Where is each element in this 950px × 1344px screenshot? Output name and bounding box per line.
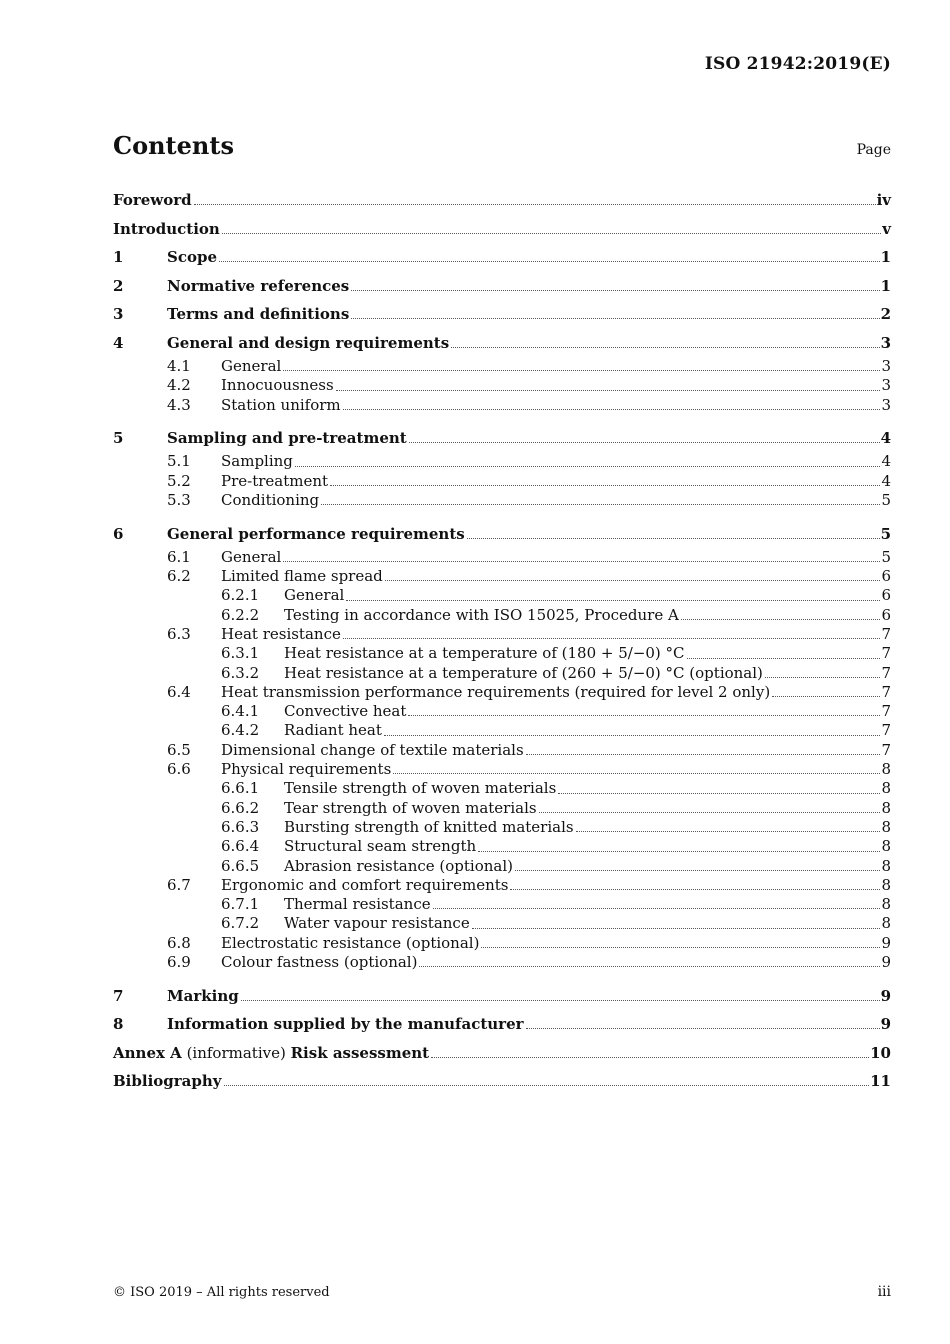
toc-entry-page: 8 (881, 895, 891, 914)
toc-entry-number: 6.7.1 (221, 895, 260, 914)
toc-entry[interactable] (113, 357, 891, 376)
toc-entry[interactable] (113, 702, 891, 721)
toc-leader-dots (510, 888, 880, 890)
toc-entry[interactable] (113, 606, 891, 625)
toc-entry-title: Conditioning (221, 490, 320, 509)
toc-leader-dots (194, 203, 876, 205)
toc-entry-number: 5 (113, 429, 124, 448)
toc-entry-page: 8 (881, 798, 891, 817)
page-column-label: Page (856, 142, 891, 158)
toc-entry-page: 7 (881, 663, 891, 682)
toc-entry[interactable] (113, 567, 891, 586)
toc-entry-title: Information supplied by the manufacturer (167, 1015, 524, 1034)
toc-entry-title: Pre-treatment (221, 471, 329, 490)
toc-entry[interactable] (113, 857, 891, 876)
toc-leader-dots (515, 869, 880, 871)
toc-entry-number: 6.6.4 (221, 837, 260, 856)
toc-entry-title: General and design requirements (167, 333, 450, 352)
toc-entry-number: 6.2.1 (221, 586, 260, 605)
toc-entry-page: 7 (881, 644, 891, 663)
toc-entry-number: 6.3.1 (221, 644, 260, 663)
toc-entry-title: Heat resistance at a temperature of (180 + 5/−0) °C (284, 644, 685, 663)
toc-entry-page: 2 (880, 305, 891, 324)
toc-entry[interactable] (113, 329, 891, 358)
toc-entry-title: Tensile strength of woven materials (284, 779, 557, 798)
toc-entry-page: 3 (880, 333, 891, 352)
toc-entry-title: Heat transmission performance requirements (required for level 2 only) (221, 682, 771, 701)
toc-entry[interactable] (113, 934, 891, 953)
toc-entry[interactable] (113, 1038, 891, 1067)
toc-leader-dots (283, 369, 880, 371)
toc-leader-dots (526, 753, 881, 755)
toc-entry-page: 5 (881, 490, 891, 509)
toc-entry-number: 6.5 (167, 740, 191, 759)
toc-entry-title: Electrostatic resistance (optional) (221, 933, 480, 952)
toc-entry-number: 8 (113, 1015, 124, 1034)
toc-entry[interactable] (113, 895, 891, 914)
toc-entry-title: Heat resistance at a temperature of (260 + 5/−0) °C (optional) (284, 663, 763, 682)
toc-entry-number: 3 (113, 305, 124, 324)
toc-entry-page: 10 (870, 1043, 891, 1062)
toc-entry[interactable] (113, 683, 891, 702)
toc-leader-dots (384, 734, 881, 736)
toc-leader-dots (451, 346, 879, 348)
toc-entry-title: Ergonomic and comfort requirements (221, 875, 509, 894)
toc-entry[interactable] (113, 548, 891, 567)
toc-entry-page: 4 (881, 471, 891, 490)
toc-entry-page: 6 (881, 586, 891, 605)
toc-entry-page: 7 (881, 702, 891, 721)
toc-leader-dots (343, 408, 881, 410)
copyright-notice: © ISO 2019 – All rights reserved (113, 1285, 330, 1300)
toc-entry-page: 5 (881, 547, 891, 566)
toc-entry-number: 6.3.2 (221, 663, 260, 682)
toc-entry[interactable] (113, 424, 891, 453)
toc-entry[interactable] (113, 953, 891, 972)
toc-entry-number: 6.8 (167, 933, 191, 952)
toc-entry-page: 8 (881, 779, 891, 798)
toc-leader-dots (336, 389, 881, 391)
toc-entry[interactable] (113, 491, 891, 510)
toc-entry-title: Normative references (167, 276, 350, 295)
toc-leader-dots (351, 317, 879, 319)
toc-entry-page: 1 (880, 276, 891, 295)
toc-entry-number: 5.3 (167, 490, 191, 509)
toc-entry-title: Tear strength of woven materials (284, 798, 537, 817)
toc-entry[interactable] (113, 721, 891, 740)
toc-entry[interactable] (113, 914, 891, 933)
toc-leader-dots (681, 618, 881, 620)
toc-entry[interactable] (113, 186, 891, 215)
page-title: Contents (113, 131, 234, 160)
toc-entry-number: 6.4.1 (221, 702, 260, 721)
toc-leader-dots (772, 695, 880, 697)
toc-entry[interactable] (113, 876, 891, 895)
toc-entry-page: 8 (881, 837, 891, 856)
toc-leader-dots (419, 965, 880, 967)
toc-entry-title: General (284, 586, 345, 605)
toc-entry[interactable] (113, 1010, 891, 1039)
toc-entry-number: 4.2 (167, 376, 191, 395)
toc-entry-number: 6.6.1 (221, 779, 260, 798)
toc-entry-title: Testing in accordance with ISO 15025, Procedure A (284, 605, 679, 624)
toc-leader-dots (346, 599, 880, 601)
toc-entry-number: 6.2.2 (221, 605, 260, 624)
toc-leader-dots (330, 484, 880, 486)
toc-entry-title: Physical requirements (221, 760, 392, 779)
toc-entry-number: 6.1 (167, 547, 191, 566)
toc-entry-number: 6.6.2 (221, 798, 260, 817)
toc-entry[interactable] (113, 818, 891, 837)
toc-entry-page: 7 (881, 721, 891, 740)
toc-entry-page: 6 (881, 605, 891, 624)
toc-entry-title: Station uniform (221, 395, 341, 414)
toc-leader-dots (576, 830, 881, 832)
toc-entry-page: 8 (881, 856, 891, 875)
toc-leader-dots (409, 441, 880, 443)
toc-leader-dots (241, 999, 880, 1001)
toc-leader-dots (433, 907, 881, 909)
toc-entry-number: 6.6 (167, 760, 191, 779)
toc-entry-number: 5.1 (167, 452, 191, 471)
toc-entry-title: Sampling (221, 452, 293, 471)
toc-entry-number: 2 (113, 276, 124, 295)
toc-entry-number: 6.4 (167, 682, 191, 701)
toc-entry-page: 4 (881, 452, 891, 471)
toc-entry[interactable] (113, 376, 891, 395)
toc-entry-title: Foreword (113, 191, 192, 210)
toc-entry-number: 6.2 (167, 567, 191, 586)
toc-leader-dots (481, 946, 880, 948)
toc-leader-dots (295, 465, 881, 467)
toc-entry-title: Heat resistance (221, 624, 341, 643)
toc-entry-title: Scope (167, 248, 218, 267)
toc-entry-number: 1 (113, 248, 124, 267)
toc-leader-dots (765, 676, 881, 678)
toc-entry-number: 4.1 (167, 357, 191, 375)
toc-entry-title: Convective heat (284, 702, 407, 721)
toc-entry-number: 6.7 (167, 875, 191, 894)
toc-spacer (113, 510, 891, 519)
toc-entry-title: Thermal resistance (284, 895, 431, 914)
toc-entry[interactable] (113, 625, 891, 644)
toc-entry[interactable] (113, 1067, 891, 1096)
toc-entry-title: Bursting strength of knitted materials (284, 817, 574, 836)
toc-spacer (113, 972, 891, 981)
toc-entry[interactable] (113, 519, 891, 548)
toc-entry[interactable] (113, 837, 891, 856)
toc-entry-title: General (221, 547, 282, 566)
toc-entry-page: 8 (881, 914, 891, 933)
toc-entry-page: 9 (880, 1015, 891, 1034)
toc-entry-title: Dimensional change of textile materials (221, 740, 524, 759)
toc-entry[interactable] (113, 472, 891, 491)
toc-entry-page: 9 (880, 986, 891, 1005)
toc-entry-page: 4 (880, 429, 891, 448)
toc-entry[interactable] (113, 741, 891, 760)
toc-entry-page: 9 (881, 953, 891, 972)
toc-entry-title: Annex A (informative) Risk assessment (113, 1043, 430, 1062)
toc-entry-number: 6.6.5 (221, 856, 260, 875)
toc-leader-dots (343, 637, 881, 639)
toc-entry-title: Structural seam strength (284, 837, 477, 856)
toc-leader-dots (558, 792, 880, 794)
toc-entry-page: 7 (881, 682, 891, 701)
toc-entry-number: 6.7.2 (221, 914, 260, 933)
toc-entry-title: Marking (167, 986, 239, 1005)
toc-entry-number: 4 (113, 333, 124, 352)
toc-entry[interactable] (113, 215, 891, 244)
toc-entry-page: v (882, 219, 891, 238)
toc-entry-title: Bibliography (113, 1072, 222, 1091)
toc-entry-page: 8 (881, 760, 891, 779)
toc-leader-dots (222, 232, 881, 234)
toc-entry[interactable] (113, 664, 891, 683)
toc-entry-page: 7 (881, 624, 891, 643)
toc-leader-dots (283, 560, 880, 562)
toc-entry-page: 8 (881, 817, 891, 836)
toc-entry[interactable] (113, 586, 891, 605)
toc-entry-page: 9 (881, 933, 891, 952)
toc-leader-dots (478, 850, 880, 852)
toc-leader-dots (687, 657, 881, 659)
toc-entry-number: 6.6.3 (221, 817, 260, 836)
toc-entry[interactable] (113, 644, 891, 663)
toc-entry-title: Terms and definitions (167, 305, 350, 324)
toc-entry-page: 8 (881, 875, 891, 894)
toc-entry-number: 5.2 (167, 471, 191, 490)
toc-entry-page: 6 (881, 567, 891, 586)
toc-entry-page: 3 (881, 376, 891, 395)
toc-entry[interactable] (113, 981, 891, 1010)
toc-entry[interactable] (113, 272, 891, 301)
toc-entry-number: 7 (113, 986, 124, 1005)
toc-entry-number: 6.9 (167, 953, 191, 972)
document-id: ISO 21942:2019(E) (704, 54, 891, 74)
toc-entry-title: Limited flame spread (221, 567, 383, 586)
toc-entry[interactable] (113, 300, 891, 329)
toc-entry[interactable] (113, 452, 891, 471)
toc-entry-title: Sampling and pre-treatment (167, 429, 407, 448)
toc-entry-title: Colour fastness (optional) (221, 953, 418, 972)
toc-entry-page: 3 (881, 357, 891, 375)
toc-leader-dots (467, 537, 880, 539)
toc-leader-dots (385, 579, 881, 581)
toc-leader-dots (431, 1056, 869, 1058)
toc-entry-title: General performance requirements (167, 524, 465, 543)
toc-leader-dots (539, 811, 881, 813)
toc-entry-page: iv (876, 191, 891, 210)
toc-entry[interactable] (113, 243, 891, 272)
toc-leader-dots (351, 289, 879, 291)
toc-entry-title: Radiant heat (284, 721, 382, 740)
toc-spacer (113, 415, 891, 424)
toc-entry-number: 4.3 (167, 395, 191, 414)
page-number: iii (877, 1284, 891, 1300)
toc-entry-title: Introduction (113, 219, 220, 238)
toc-entry[interactable] (113, 779, 891, 798)
toc-leader-dots (321, 503, 880, 505)
toc-leader-dots (219, 260, 880, 262)
toc-entry[interactable] (113, 799, 891, 818)
toc-entry-page: 1 (880, 248, 891, 267)
toc-leader-dots (224, 1084, 870, 1086)
toc-entry-title: Water vapour resistance (284, 914, 470, 933)
toc-leader-dots (472, 927, 881, 929)
toc-entry-page: 5 (880, 524, 891, 543)
toc-entry[interactable] (113, 396, 891, 415)
toc-leader-dots (526, 1027, 880, 1029)
toc-entry-number: 6.4.2 (221, 721, 260, 740)
toc-entry-title: Innocuousness (221, 376, 334, 395)
toc-entry-title: General (221, 357, 282, 375)
toc-entry-page: 3 (881, 395, 891, 414)
toc-entry-title: Abrasion resistance (optional) (284, 856, 514, 875)
toc-leader-dots (408, 714, 880, 716)
toc-entry[interactable] (113, 760, 891, 779)
toc-entry-page: 11 (870, 1072, 891, 1091)
toc-leader-dots (393, 772, 880, 774)
toc-entry-number: 6.3 (167, 624, 191, 643)
table-of-contents (113, 186, 891, 1095)
toc-entry-number: 6 (113, 524, 124, 543)
toc-entry-page: 7 (881, 740, 891, 759)
